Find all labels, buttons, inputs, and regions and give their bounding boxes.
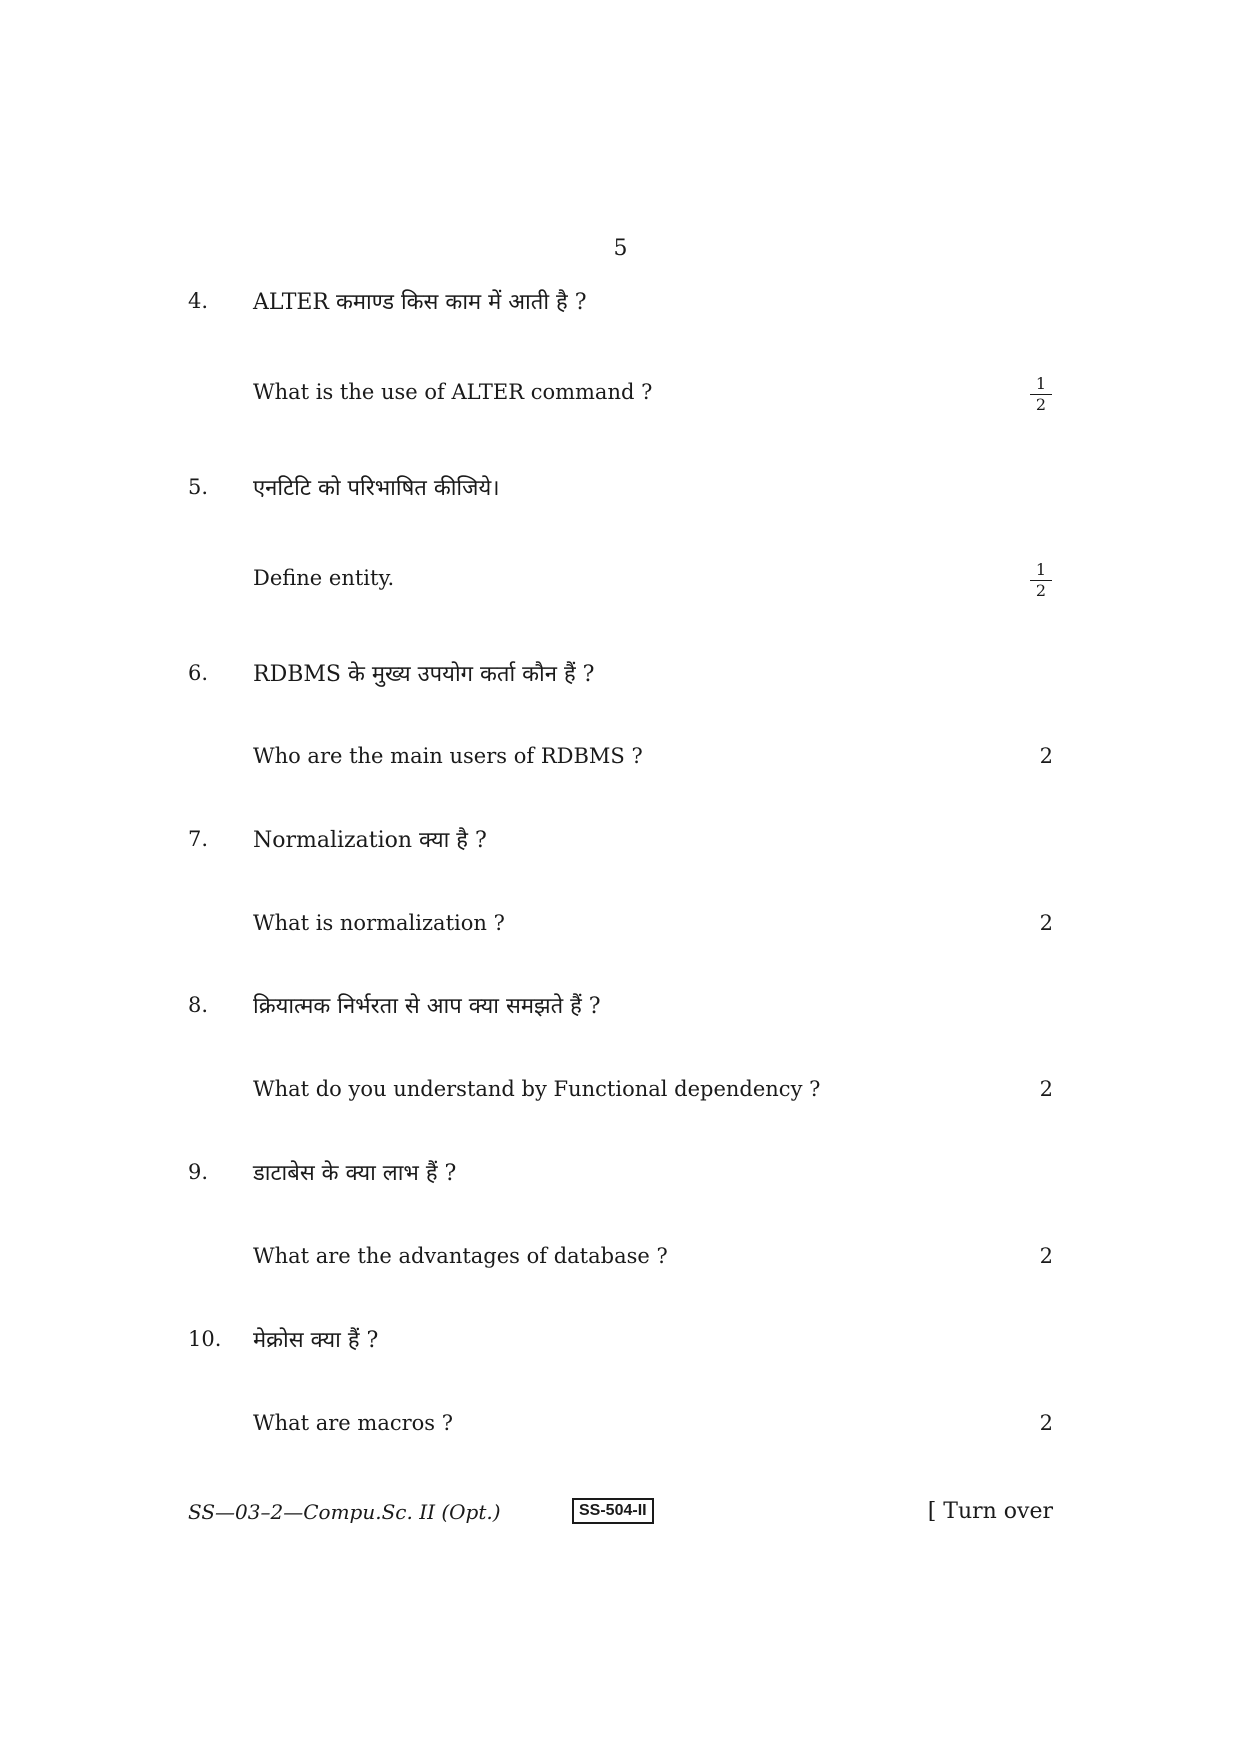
marks: 2 — [1039, 911, 1053, 935]
footer-exam-code: SS—03–2—Compu.Sc. II (Opt.) — [188, 1500, 501, 1524]
question-text-hindi: एनटिटि को परिभाषित कीजिये। — [253, 476, 500, 501]
question-text-english: What do you understand by Functional dependency ? — [253, 1077, 821, 1101]
marks-fraction — [1030, 376, 1052, 413]
question-text-english: What are the advantages of database ? — [253, 1244, 668, 1268]
question-text-hindi: क्रियात्मक निर्भरता से आप क्या समझते हैं ? — [253, 994, 601, 1019]
question-text-hindi: डाटाबेस के क्या लाभ हैं ? — [253, 1161, 457, 1186]
question-text-hindi: मेक्रोस क्या हैं ? — [253, 1328, 379, 1353]
question-number: 8. — [188, 993, 209, 1017]
question-number: 10. — [188, 1327, 222, 1351]
marks-fraction — [1030, 562, 1052, 599]
marks: 2 — [1039, 744, 1053, 768]
marks-denominator: 2 — [1035, 581, 1047, 600]
marks-numerator: 1 — [1030, 562, 1052, 581]
question-text-hindi: Normalization क्या है ? — [253, 828, 487, 853]
question-text-english: What is the use of ALTER command ? — [253, 380, 653, 404]
question-number: 5. — [188, 475, 209, 499]
question-text-english: Define entity. — [253, 566, 395, 590]
question-number: 4. — [188, 289, 209, 313]
marks: 2 — [1039, 1077, 1053, 1101]
turn-over-note: [ Turn over — [927, 1499, 1053, 1524]
footer-paper-code-box: SS-504-II — [572, 1498, 654, 1524]
page-number: 5 — [613, 236, 628, 261]
question-text-english: What are macros ? — [253, 1411, 453, 1435]
question-text-english: Who are the main users of RDBMS ? — [253, 744, 643, 768]
question-number: 6. — [188, 661, 209, 685]
marks-numerator: 1 — [1030, 376, 1052, 395]
question-text-hindi: RDBMS के मुख्य उपयोग कर्ता कौन हैं ? — [253, 662, 595, 687]
question-text-hindi: ALTER कमाण्ड किस काम में आती है ? — [253, 290, 587, 315]
marks-denominator: 2 — [1035, 395, 1047, 414]
marks: 2 — [1039, 1244, 1053, 1268]
marks: 2 — [1039, 1411, 1053, 1435]
question-number: 9. — [188, 1160, 209, 1184]
question-number: 7. — [188, 827, 209, 851]
question-text-english: What is normalization ? — [253, 911, 505, 935]
